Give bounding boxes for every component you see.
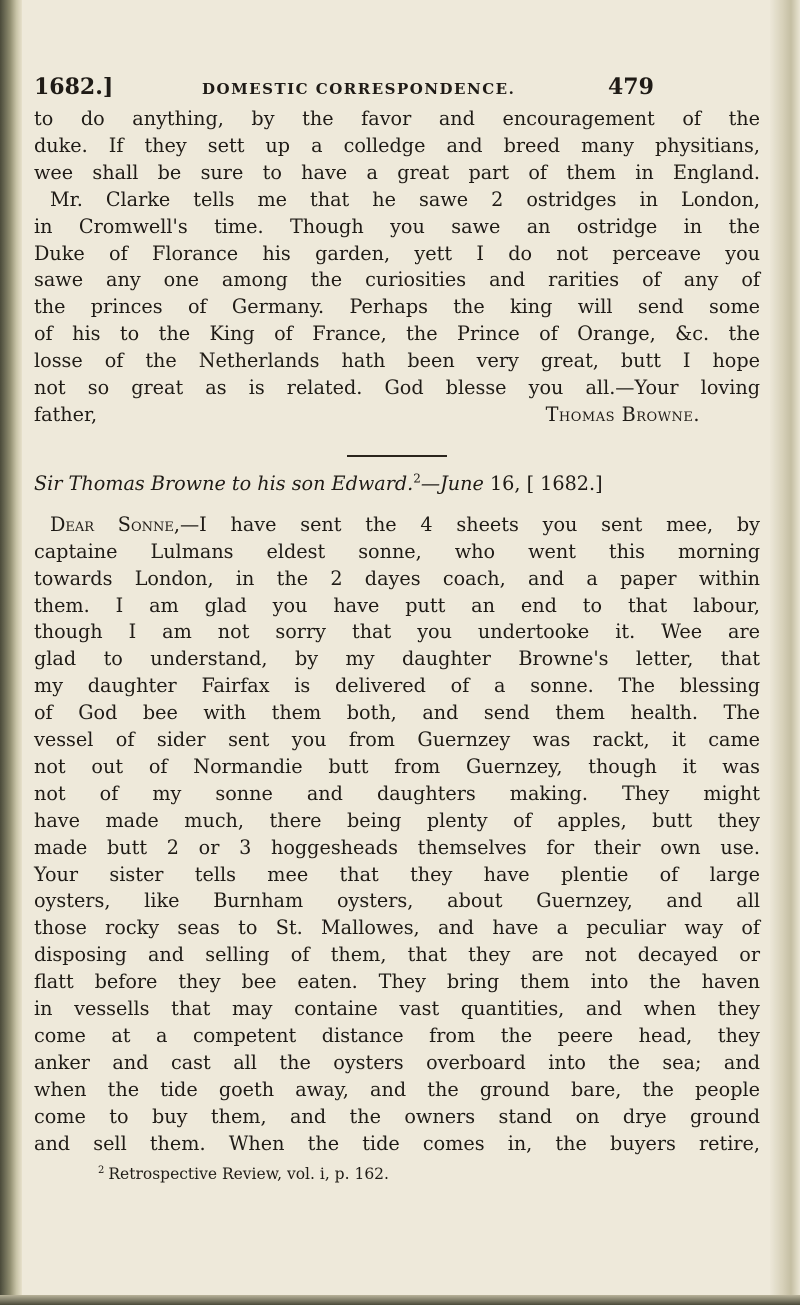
text-line: and sell them. When the tide comes in, the buyers retire, — [34, 1131, 760, 1155]
footnote — [98, 1160, 760, 1185]
text-line: captaine Lulmans eldest sonne, who went this morning — [34, 539, 760, 563]
footnote-mark: 2 — [98, 1164, 105, 1176]
footnote-text: Retrospective Review, vol. i, p. 162. — [108, 1164, 389, 1183]
text-line: have made much, there being plenty of apples, butt they — [34, 808, 760, 832]
page-edge-bottom — [0, 1295, 800, 1305]
text-line: not of my sonne and daughters making. They might — [34, 781, 760, 805]
text-line: oysters, like Burnham oysters, about Guernzey, and all — [34, 889, 760, 913]
text-line: my daughter Fairfax is delivered of a sonne. The blessing — [34, 674, 760, 698]
text-line: Duke of Florance his garden, yett I do not perceave you — [34, 241, 760, 265]
section-divider — [347, 455, 447, 457]
text-line: Your sister tells mee that they have plentie of large — [34, 862, 760, 886]
text-line: the princes of Germany. Perhaps the king will send some — [34, 295, 760, 319]
text-line: come to buy them, and the owners stand on drye ground — [34, 1104, 760, 1128]
heading-date: 16, [ 1682.] — [483, 471, 603, 495]
signature: Thomas Browne. — [545, 402, 700, 426]
header-title: DOMESTIC CORRESPONDENCE. — [202, 80, 516, 98]
text-line: duke. If they sett up a colledge and breed many physitians, — [34, 133, 760, 157]
text-line — [34, 512, 760, 539]
text-line: when the tide goeth away, and the ground bare, the people — [34, 1077, 760, 1101]
text-line: not out of Normandie butt from Guernzey, though it was — [34, 754, 760, 778]
page-number: 479 — [608, 74, 654, 100]
text-line: come at a competent distance from the peere head, they — [34, 1024, 760, 1047]
heading-date-prefix: —June — [420, 471, 484, 495]
text-line: disposing and selling of them, that they are not decayed or — [34, 943, 760, 967]
heading-title: Sir Thomas Browne to his son Edward. — [34, 471, 414, 495]
text-line: in Cromwell's time. Though you sawe an ostridge in the — [34, 214, 760, 238]
text-line: to do anything, by the favor and encouragement of the — [34, 107, 760, 130]
text-line: them. I am glad you have putt an end to that labour, — [34, 593, 760, 617]
text-line: in vessells that may containe vast quantities, and when they — [34, 997, 760, 1021]
header-year: 1682.] — [34, 74, 114, 100]
page-edge-right — [770, 0, 800, 1305]
closing-text: father, — [34, 402, 98, 426]
text-line: not so great as is related. God blesse you all.—Your loving — [34, 376, 760, 400]
text-line: wee shall be sure to have a great part of them in England. — [34, 160, 760, 184]
text-line: towards London, in the 2 dayes coach, and a paper within — [34, 566, 760, 590]
salutation: Dear Sonne, — [50, 512, 180, 536]
text-line: though I am not sorry that you undertooke it. Wee are — [34, 620, 760, 644]
text-line: glad to understand, by my daughter Browne's letter, that — [34, 647, 760, 671]
letter-2-body — [34, 512, 760, 1158]
text-line: those rocky seas to St. Mallowes, and have a peculiar way of — [34, 916, 760, 940]
text-line: flatt before they bee eaten. They bring them into the haven — [34, 970, 760, 994]
book-gutter-shadow-left — [0, 0, 22, 1305]
letter-1-body — [34, 106, 760, 402]
text-line: of God bee with them both, and send them health. The — [34, 701, 760, 725]
letter-2-heading — [34, 471, 760, 498]
text-line: sawe any one among the curiosities and rarities of any of — [34, 268, 760, 292]
book-page — [34, 70, 760, 1185]
text-line: of his to the King of France, the Prince of Orange, &c. the — [34, 322, 760, 346]
footnote-ref: 2 — [413, 471, 421, 486]
running-header — [34, 70, 760, 106]
text-line: losse of the Netherlands hath been very great, butt I hope — [34, 349, 760, 373]
letter-1-closing — [34, 402, 760, 429]
text-line: made butt 2 or 3 hoggesheads themselves for their own use. — [34, 835, 760, 859]
text-line: anker and cast all the oysters overboard into the sea; and — [34, 1050, 760, 1074]
salutation-rest: —I have sent the 4 sheets you sent mee, by — [179, 512, 761, 536]
text-line: Mr. Clarke tells me that he sawe 2 ostridges in London, — [50, 187, 760, 211]
text-line: vessel of sider sent you from Guernzey was rackt, it came — [34, 728, 760, 752]
